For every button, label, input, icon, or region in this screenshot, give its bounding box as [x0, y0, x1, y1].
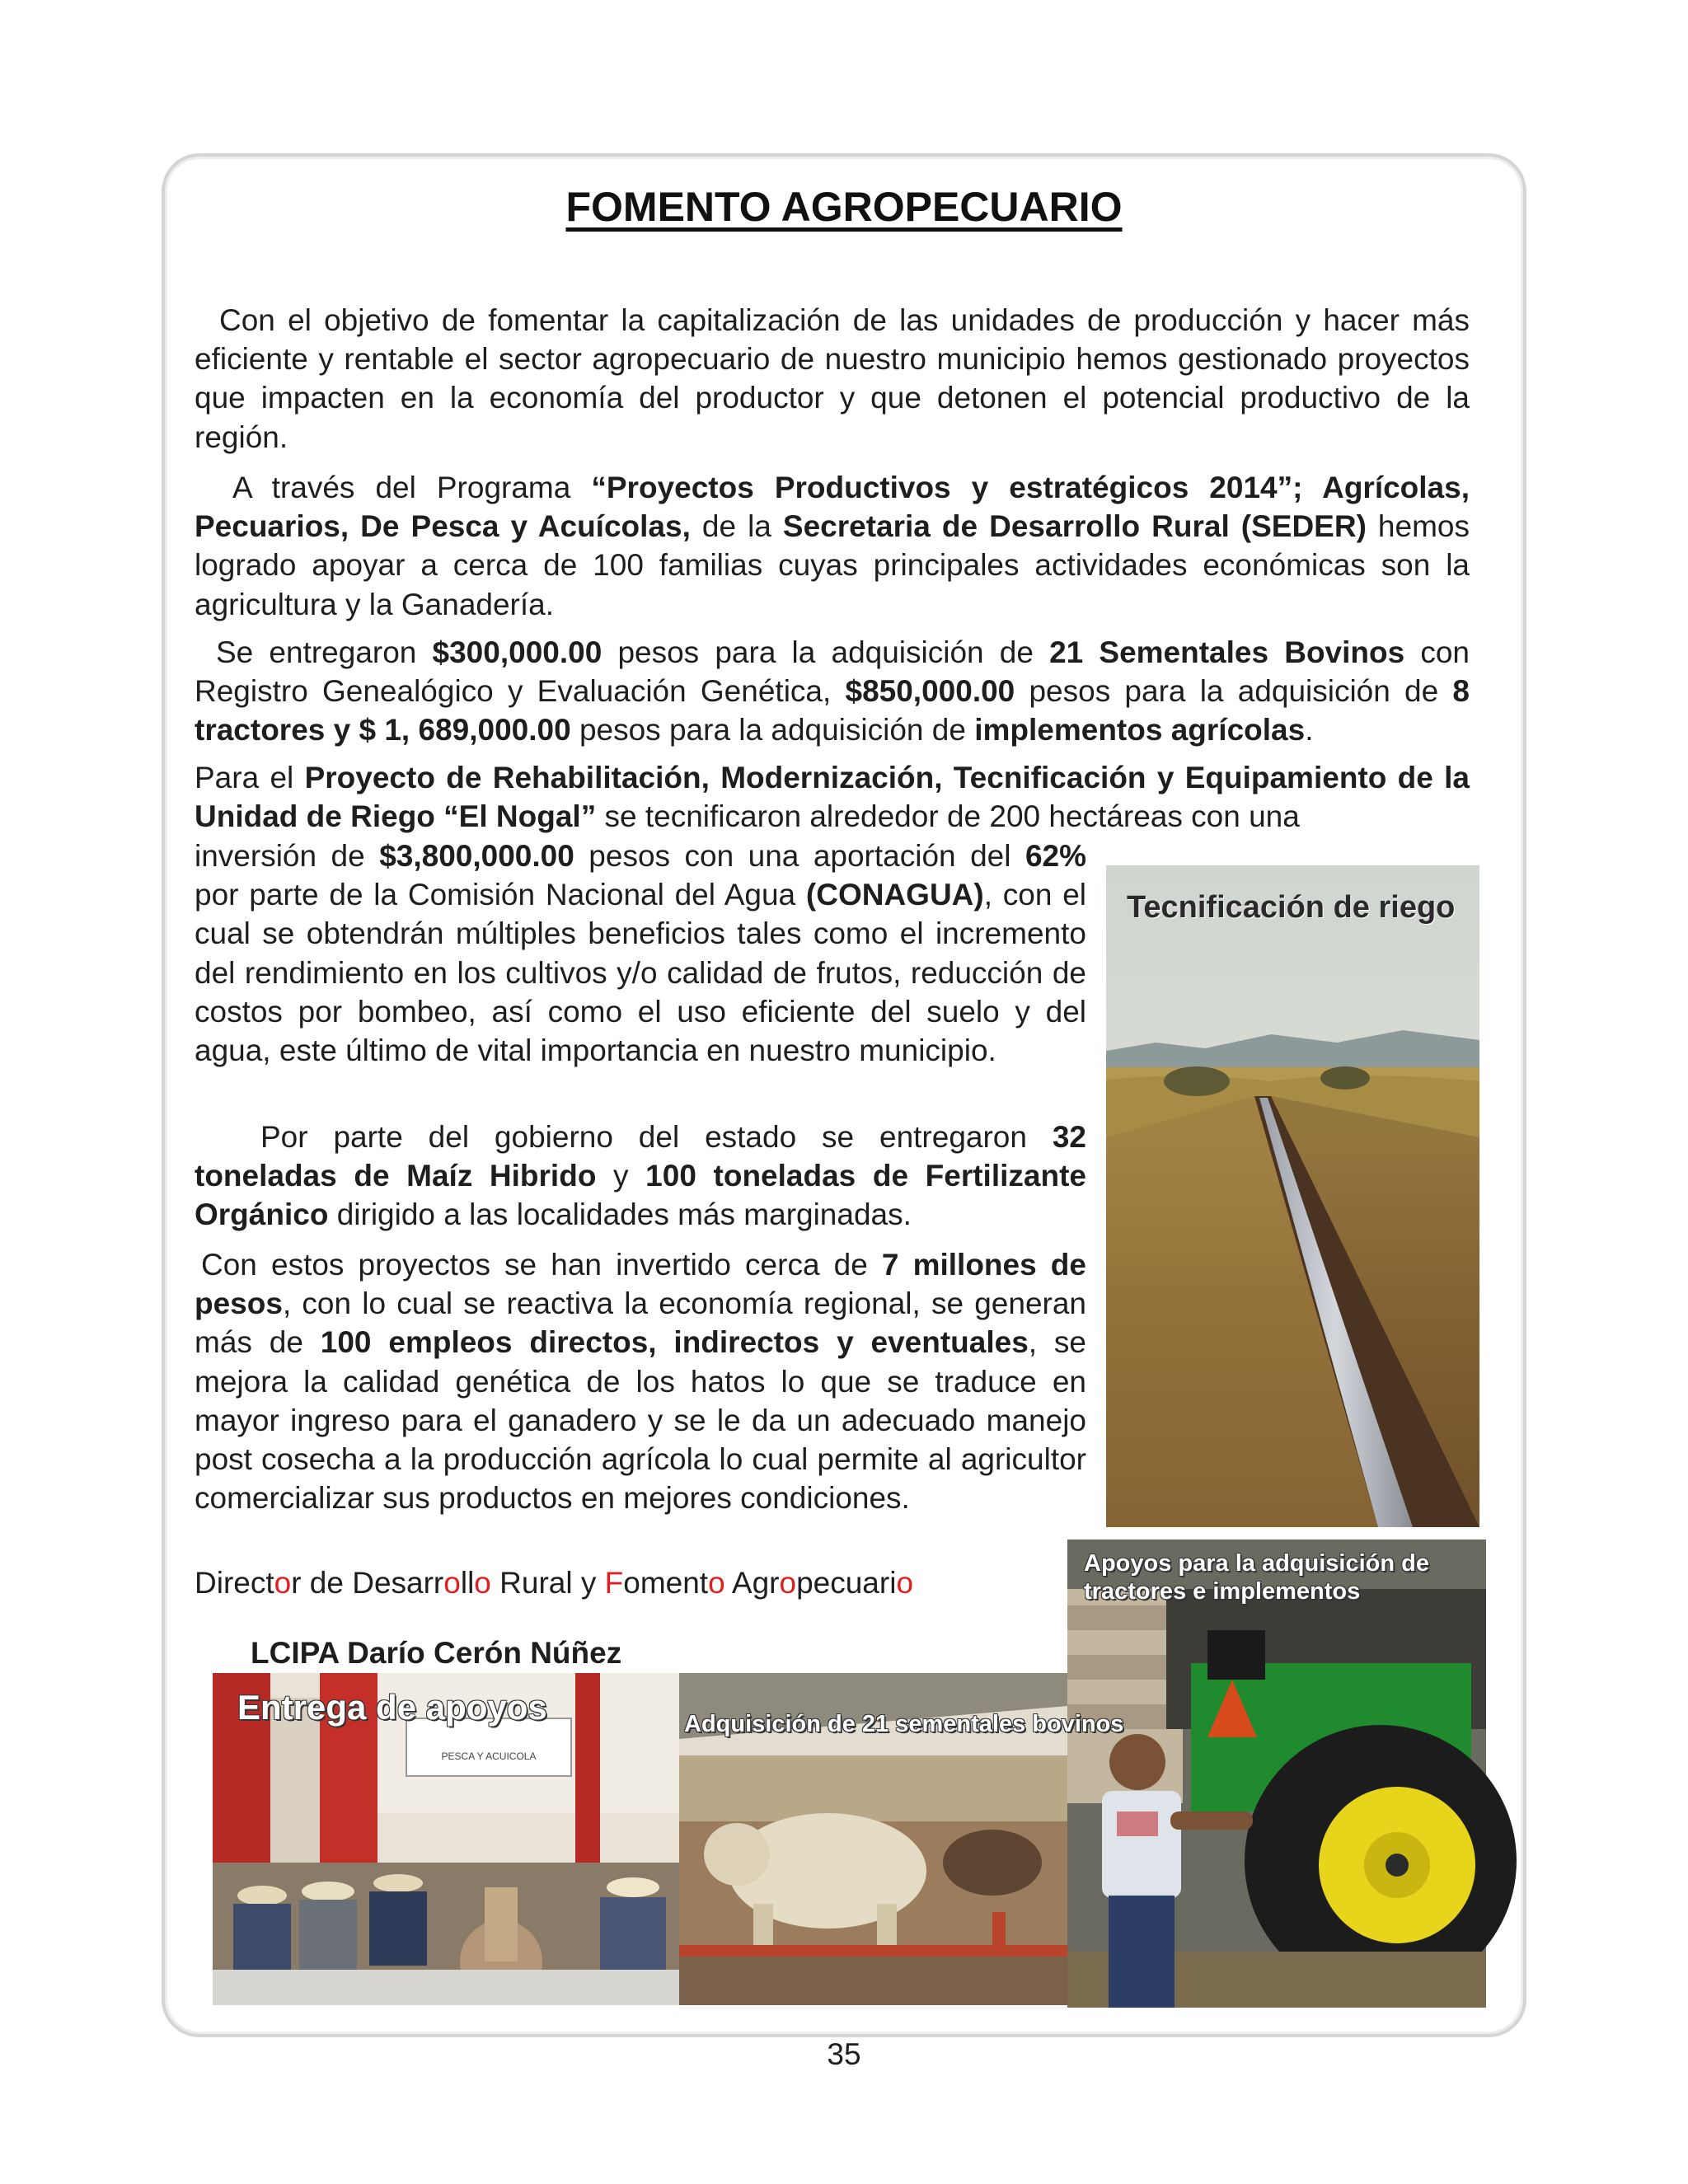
irrigation-paragraph: Para el Proyecto de Rehabilitación, Modernización, Tecnificación y Equipamiento de la Unidad de Riego “El Nogal” se tecnificaron alrededor de 200 hectáreas con una: [195, 761, 1470, 834]
delivery-paragraph: Se entregaron $300,000.00 pesos para la adquisición de 21 Sementales Bovinos con Registro Genealógico y Evaluación Genética, $850,000.00 pesos para la adquisición de 8 tractores y $ 1, 689,000.00 pesos para la adquisición de implementos agrícolas.: [195, 635, 1470, 748]
irrigation-paragraph-continued: inversión de $3,800,000.00 pesos con una aportación del 62% por parte de la Comisión Nacional del Agua (CONAGUA), con el cual se obtendrán múltiples beneficios tales como el incremento del rendimiento en los cultivos y/o calidad de frutos, reducción de costos por bombeo, así como el uso eficiente del suelo y del agua, este último de vital importancia en nuestro municipio.: [195, 839, 1087, 1068]
irrigation-photo: [1106, 865, 1479, 1527]
delivery-photo: [213, 1673, 679, 2005]
bulls-caption: Adquisición de 21 sementales bovinos: [684, 1711, 1124, 1737]
tractor-photo: [1067, 1540, 1486, 2008]
banner-text: PESCA Y ACUICOLA: [441, 1750, 537, 1762]
director-title: Director de Desarrollo Rural y Fomento Agropecuario: [195, 1566, 914, 1600]
director-name: LCIPA Darío Cerón Núñez: [251, 1636, 622, 1670]
state-support-paragraph: Por parte del gobierno del estado se entregaron 32 toneladas de Maíz Hibrido y 100 toneladas de Fertilizante Orgánico dirigido a las localidades más marginadas.: [195, 1120, 1086, 1232]
investment-paragraph: Con estos proyectos se han invertido cerca de 7 millones de pesos, con lo cual se reactiva la economía regional, se generan más de 100 empleos directos, indirectos y eventuales, se mejora la calidad genética de los hatos lo que se traduce en mayor ingreso para el ganadero y se le da un adecuado manejo post cosecha a la producción agrícola lo cual permite al agricultor comercializar sus productos en mejores condiciones.: [195, 1248, 1087, 1516]
bulls-photo: [679, 1673, 1124, 2005]
page-title: FOMENTO AGROPECUARIO: [565, 184, 1123, 230]
program-paragraph: A través del Programa “Proyectos Productivos y estratégicos 2014”; Agrícolas, Pecuarios, De Pesca y Acuícolas, de la Secretaria de Desarrollo Rural (SEDER) hemos logrado apoyar a cerca de 100 familias cuyas principales actividades económicas son la agricultura y la Ganadería.: [195, 471, 1470, 621]
tractor-caption: Apoyos para la adquisición de tractores e implementos: [1084, 1550, 1429, 1605]
intro-paragraph: Con el objetivo de fomentar la capitalización de las unidades de producción y hacer más eficiente y rentable el sector agropecuario de nuestro municipio hemos gestionado proyectos que impacten en la economía del productor y que detonen el potencial productivo de la región.: [195, 303, 1470, 454]
page-number: 35: [827, 2037, 861, 2071]
irrigation-caption: Tecnificación de riego: [1127, 890, 1456, 925]
delivery-caption: Entrega de apoyos: [237, 1688, 547, 1727]
